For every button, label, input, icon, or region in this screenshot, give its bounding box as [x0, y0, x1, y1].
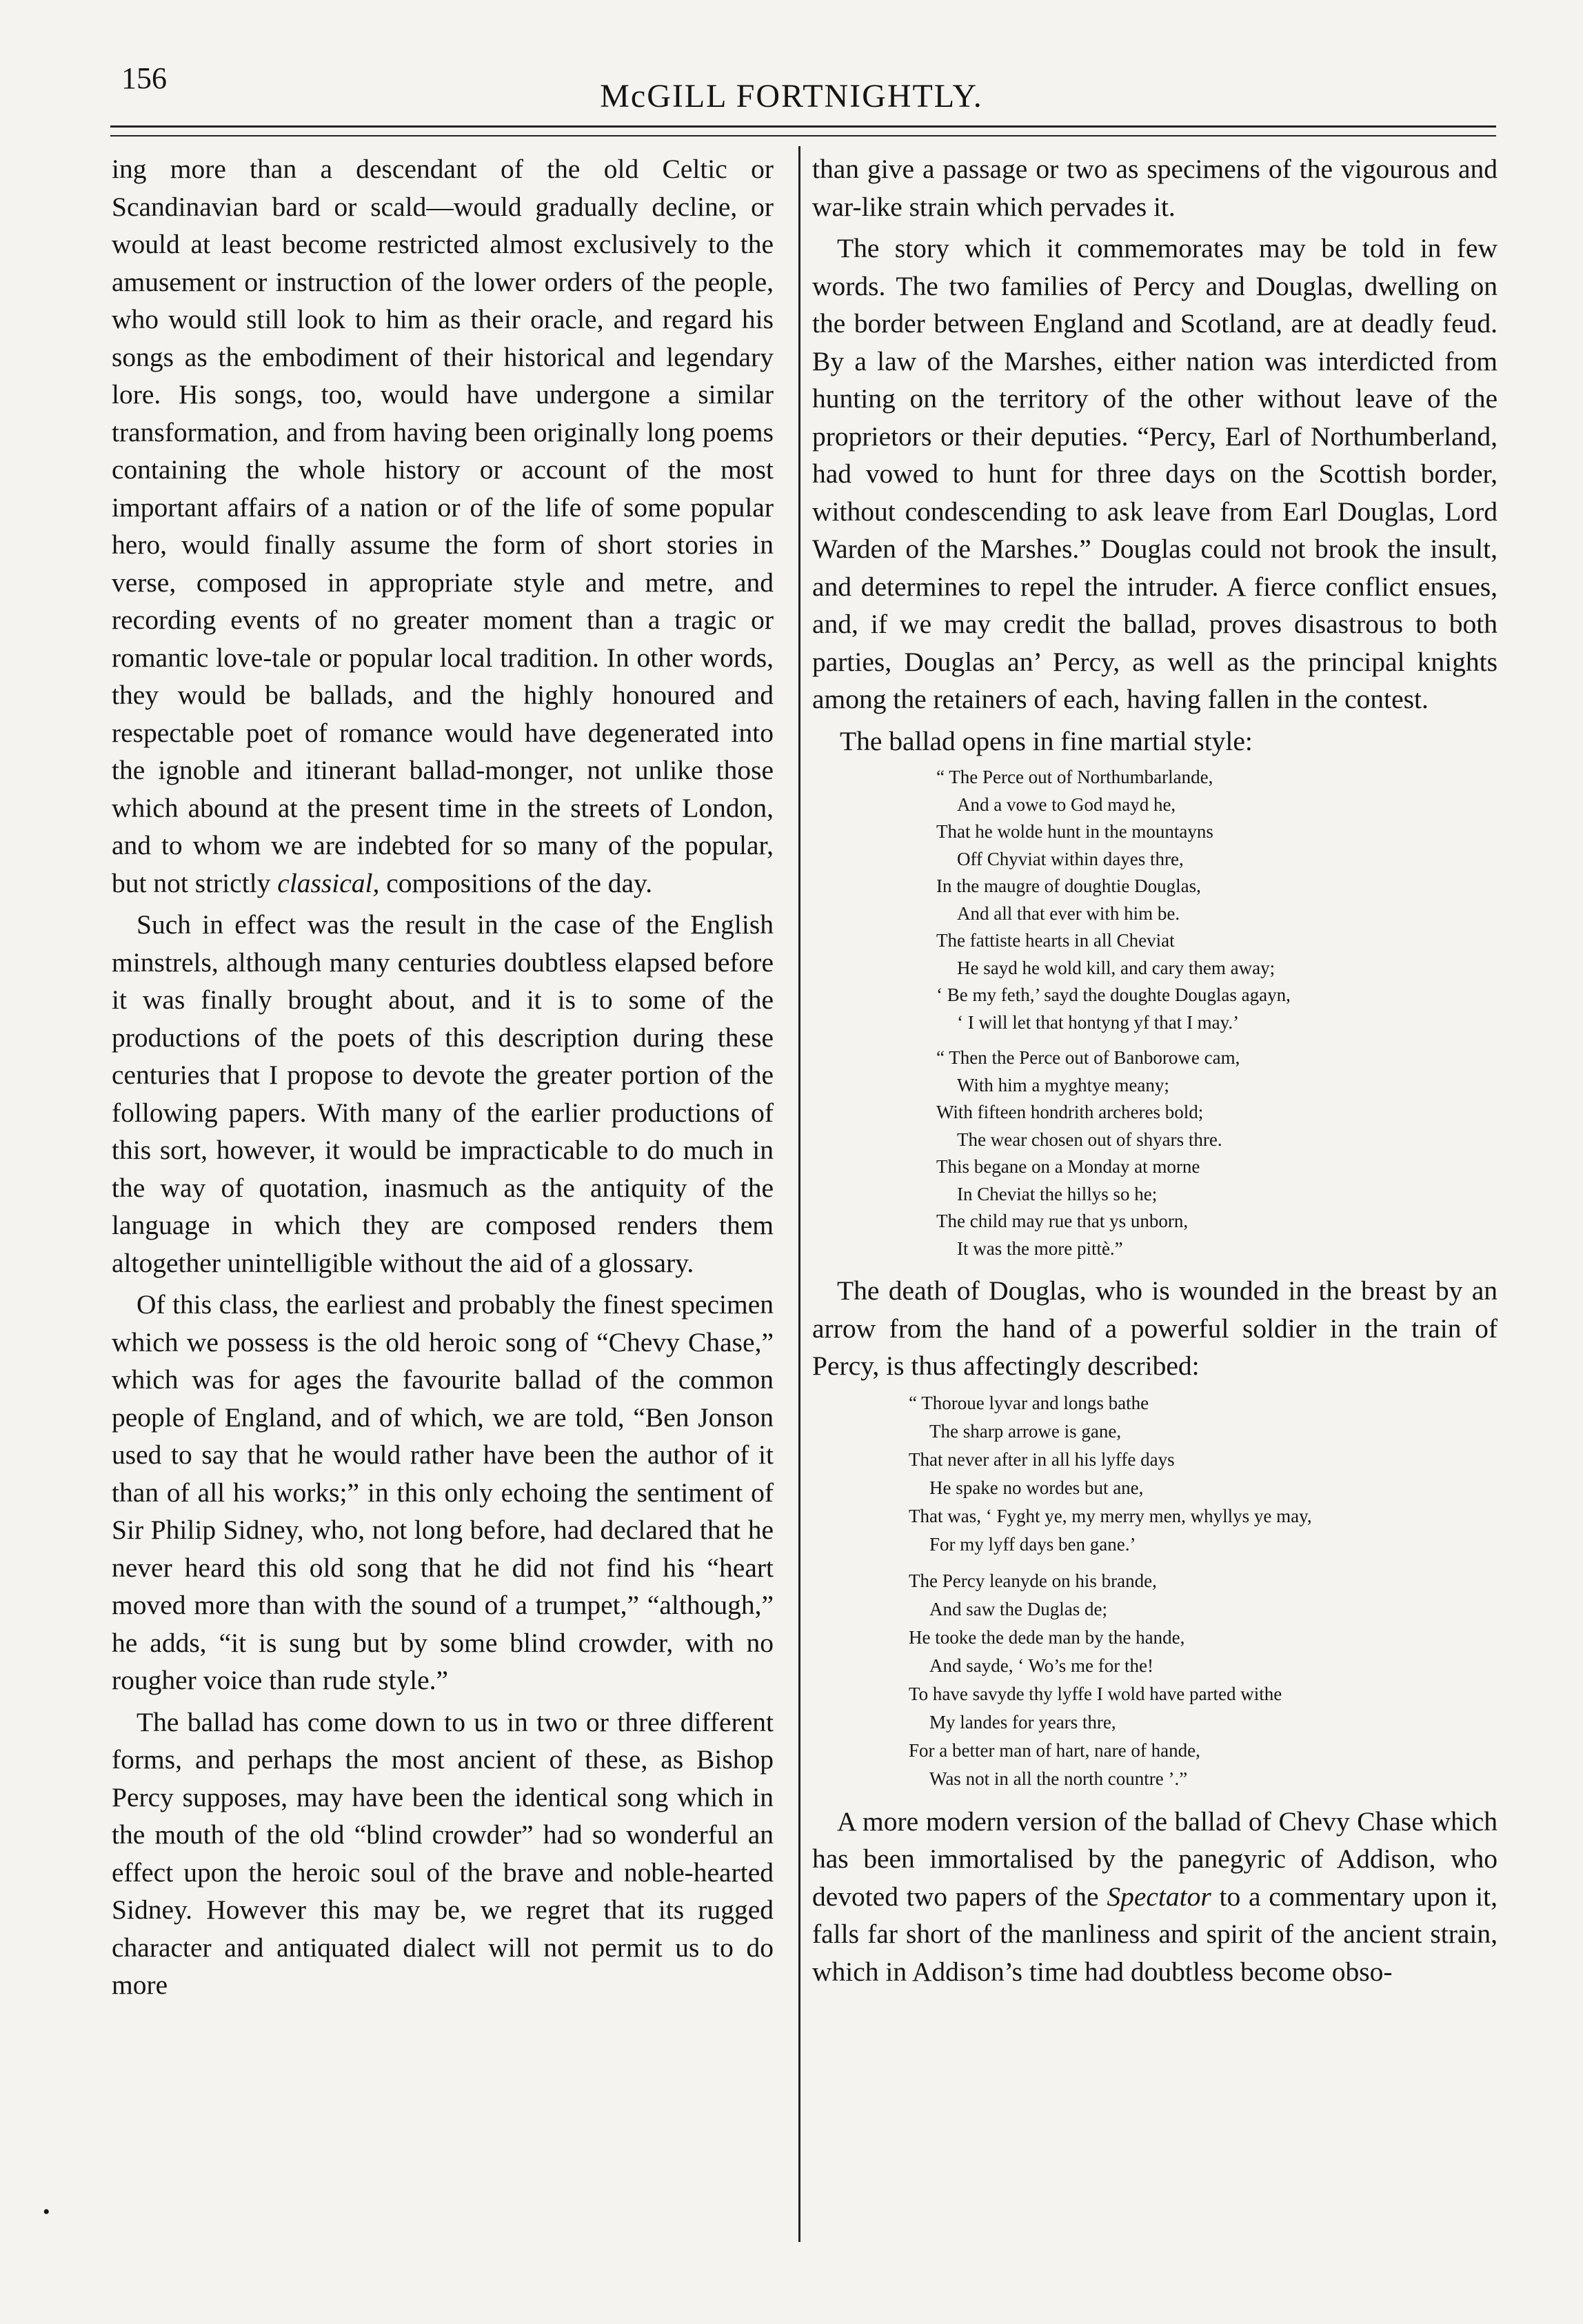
verse-line: The Percy leanyde on his brande,	[909, 1570, 1157, 1591]
verse-line: Off Chyviat within dayes thre,	[957, 848, 1184, 869]
verse-line: With him a myghtye meany;	[957, 1074, 1169, 1095]
verse-line: That was, ‘ Fyght ye, my merry men, whyllys ye may,	[909, 1505, 1312, 1526]
verse-line: ‘ I will let that hontyng yf that I may.’	[957, 1011, 1240, 1033]
verse-line: This begane on a Monday at morne	[936, 1156, 1200, 1177]
verse-line: And saw the Duglas de;	[929, 1598, 1107, 1619]
verse-line: The child may rue that ys unborn,	[936, 1211, 1189, 1231]
paragraph: Of this class, the earliest and probably the finest specimen which we possess is the old heroic song of “Chevy Chase,” which was for ages the favourite ballad of the common people of England, and of which, we are told, “Ben Jonson used to say that he would rather have been the author of it than of all his works;” in this only echoing the sentiment of Sir Philip Sidney, who, not long before, had declared that he never heard this old song that he did not find his “heart moved more than with the sound of a trumpet,” “although,” he adds, “it is sung but by some blind crowder, with no rougher voice than rude style.”	[112, 1289, 774, 1695]
left-column	[112, 150, 774, 2008]
paragraph-text: compositions of the day.	[386, 867, 653, 898]
right-column	[812, 150, 1498, 1994]
verse-line: “ Then the Perce out of Banborowe cam,	[936, 1047, 1240, 1068]
verse-line: To have savyde thy lyffe I wold have parted withe	[909, 1683, 1282, 1704]
paragraph-text: A more modern version of the ballad of Chevy Chase which has been immortalised by the panegyric of Addison, who devoted two papers of the	[812, 1806, 1498, 1912]
paragraph-text: to a commentary upon it, falls far short of the manliness and spirit of the ancient strain, which in Addison’s time had doubtless become obso-	[812, 1881, 1498, 1987]
header-rule-thin	[110, 135, 1496, 137]
verse-line: In Cheviat the hillys so he;	[957, 1183, 1158, 1204]
column-divider	[798, 146, 800, 2242]
verse-line: In the maugre of doughtie Douglas,	[936, 876, 1201, 896]
verse-line: That never after in all his lyffe days	[909, 1448, 1175, 1470]
verse-line: He sayd he wold kill, and cary them away;	[957, 957, 1276, 978]
verse-line: For my lyff days ben gane.’	[929, 1533, 1136, 1555]
verse-line: Was not in all the north countre ’.”	[929, 1768, 1188, 1789]
verse-line: The wear chosen out of shyars thre.	[957, 1129, 1222, 1150]
paragraph: than give a passage or two as specimens of the vigourous and war-like strain which pervades it.	[812, 154, 1498, 222]
paragraph: Such in effect was the result in the case of the English minstrels, although many centuries doubtless elapsed before it was finally brought about, and it is to some of the productions of the poets of this description during these centuries that I propose to devote the greater portion of the following papers. With many of the earlier productions of this sort, however, it would be impracticable to do much in the way of quotation, inasmuch as the antiquity of the language in which they are composed renders them altogether unintelligible without the aid of a glossary.	[112, 909, 774, 1278]
verse-block	[936, 764, 1498, 1262]
verse-line: It was the more pittè.”	[957, 1237, 1123, 1259]
verse-line: “ The Perce out of Northumbarlande,	[936, 767, 1213, 787]
paragraph	[812, 1803, 1498, 1991]
verse-line: The fattiste hearts in all Cheviat	[936, 930, 1175, 951]
verse-line: “ Thoroue lyvar and longs bathe	[909, 1392, 1149, 1413]
verse-line: That he wolde hunt in the mountayns	[936, 821, 1213, 842]
verse-block	[909, 1389, 1498, 1793]
italic-title: Spectator	[1107, 1881, 1211, 1912]
verse-line: For a better man of hart, nare of hande,	[909, 1739, 1200, 1761]
running-title: McGILL FORTNIGHTLY.	[600, 78, 983, 114]
page-number: 156	[121, 61, 167, 95]
verse-line: The sharp arrowe is gane,	[929, 1420, 1122, 1442]
verse-line: He spake no wordes but ane,	[929, 1477, 1144, 1498]
verse-line: And a vowe to God mayd he,	[957, 794, 1176, 815]
paragraph: The ballad opens in fine martial style:	[840, 725, 1253, 756]
verse-line: He tooke the dede man by the hande,	[909, 1626, 1185, 1648]
verse-line: And all that ever with him be.	[957, 902, 1180, 924]
paragraph: The story which it commemorates may be told in few words. The two families of Percy and Douglas, dwelling on the border between England and Scotland, are at deadly feud. By a law of the Marshes, either nation was interdicted from hunting on the territory of the other without leave of the proprietors or their deputies. “Percy, Earl of Northumberland, had vowed to hunt for three days on the Scottish border, without condescending to ask leave from Earl Douglas, Lord Warden of the Marshes.” Douglas could not brook the insult, and determines to repel the intruder. A fierce conflict ensues, and, if we may credit the ballad, proves disastrous to both parties, Douglas an’ Percy, as well as the principal knights among the retainers of each, having fallen in the contest.	[812, 233, 1498, 714]
header-rule	[110, 125, 1496, 128]
paragraph-text: ing more than a descendant of the old Celtic or Scandinavian bard or scald—would gradually decline, or would at least become restricted almost exclusively to the amusement or instruction of the lower orders of the people, who would still look to him as their oracle, and regard his songs as the embodiment of their historical and legendary lore. His songs, too, would have undergone a similar transformation, and from having been originally long poems containing the whole history or account of the most important affairs of a nation or of the life of some popular hero, would finally assume the form of short stories in verse, composed in appropriate style and metre, and recording events of no greater moment than a tragic or romantic love-tale or popular local tradition. In other words, they would be ballads, and the highly honoured and respectable poet of romance would have degenerated into the ignoble and itinerant ballad-monger, not unlike those which abound at the present time in the streets of London, and to whom we are indebted for so many of the popular, but not strictly	[112, 154, 774, 898]
paragraph	[112, 150, 774, 902]
verse-line: My landes for years thre,	[929, 1711, 1116, 1732]
verse-line: And sayde, ‘ Wo’s me for the!	[929, 1655, 1154, 1676]
verse-line: With fifteen hondrith archeres bold;	[936, 1102, 1204, 1122]
paragraph: The ballad has come down to us in two or three different forms, and perhaps the most ancient of these, as Bishop Percy supposes, may have been the identical song which in the mouth of the old “blind crowder” had so wonderful an effect upon the heroic soul of the brave and noble-hearted Sidney. However this may be, we regret that its rugged character and antiquated dialect will not permit us to do more	[112, 1706, 774, 2000]
verse-line: ‘ Be my feth,’ sayd the doughte Douglas agayn,	[936, 984, 1291, 1005]
italic-word: classical,	[277, 867, 380, 898]
paragraph: The death of Douglas, who is wounded in the breast by an arrow from the hand of a powerful soldier in the train of Percy, is thus affectingly described:	[812, 1275, 1498, 1381]
print-speck: •	[43, 2201, 50, 2223]
